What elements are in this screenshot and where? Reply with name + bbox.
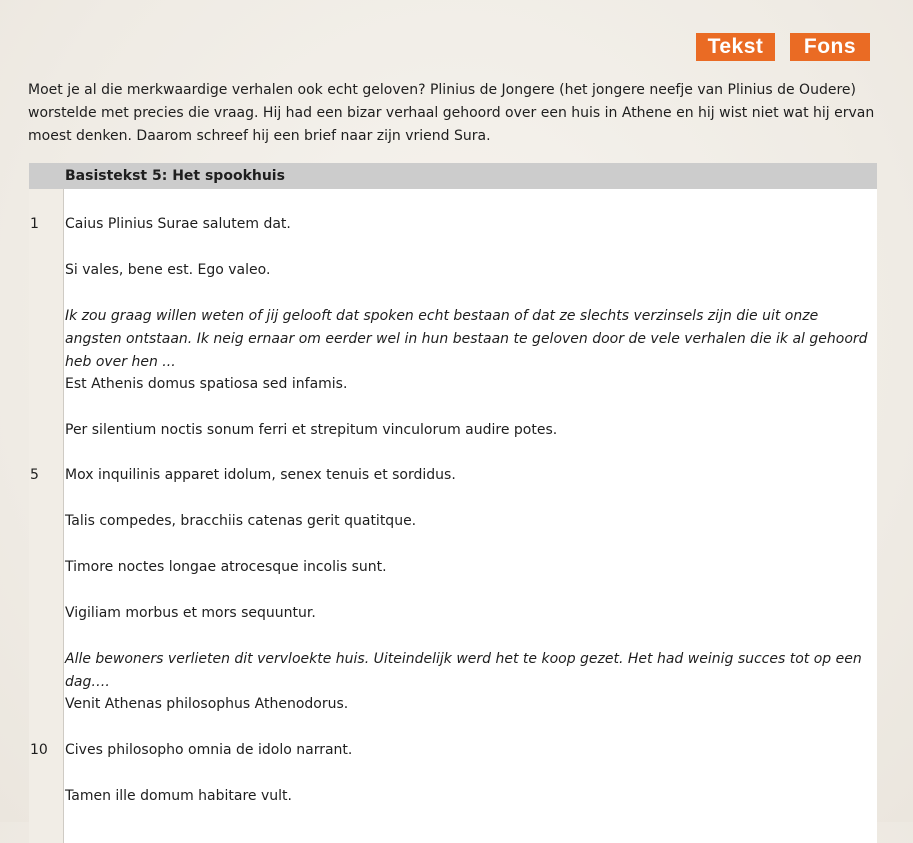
text-line: Timore noctes longae atrocesque incolis sunt. (65, 559, 387, 575)
line-number: 1 (30, 216, 39, 232)
table-header (29, 163, 877, 189)
basistekst-table (29, 163, 877, 843)
text-line: Venit Athenas philosophus Athenodorus. (65, 696, 349, 712)
text-line: Tamen ille domum habitare vult. (65, 788, 292, 804)
intro-paragraph: Moet je al die merkwaardige verhalen ook echt geloven? Plinius de Jongere (het jongere neefje van Plinius de Oudere) worstelde met precies die vraag. Hij had een bizar verhaal gehoord over een huis in Athene en hij wist niet wat hij ervan moest denken. Daarom schreef hij een brief naar zijn vriend Sura. (28, 82, 875, 144)
line-number: 5 (30, 467, 39, 483)
text-line: Caius Plinius Surae salutem dat. (65, 216, 291, 232)
tab-fons[interactable]: Fons (790, 33, 870, 61)
text-line-dutch: Alle bewoners verlieten dit vervloekte huis. Uiteindelijk werd het te koop gezet. Het had weinig succes tot op een dag…. (65, 651, 862, 690)
line-number: 10 (30, 742, 48, 758)
text-line: Si vales, bene est. Ego valeo. (65, 262, 271, 278)
text-line: Cives philosopho omnia de idolo narrant. (65, 742, 353, 758)
text-line: Mox inquilinis apparet idolum, senex tenuis et sordidus. (65, 467, 456, 483)
text-line: Est Athenis domus spatiosa sed infamis. (65, 376, 348, 392)
text-line-dutch: Ik zou graag willen weten of jij gelooft dat spoken echt bestaan of dat ze slechts verzinsels zijn die uit onze angsten ontstaan. Ik neig ernaar om eerder wel in hun bestaan te geloven door de vele verhalen die ik al gehoord heb over hen ... (65, 308, 868, 370)
text-line: Talis compedes, bracchiis catenas gerit quatitque. (65, 513, 417, 529)
text-line: Vigiliam morbus et mors sequuntur. (65, 605, 316, 621)
tab-tekst[interactable]: Tekst (696, 33, 775, 61)
table-title: Basistekst 5: Het spookhuis (65, 168, 285, 184)
text-line: Per silentium noctis sonum ferri et strepitum vinculorum audire potes. (65, 422, 558, 438)
